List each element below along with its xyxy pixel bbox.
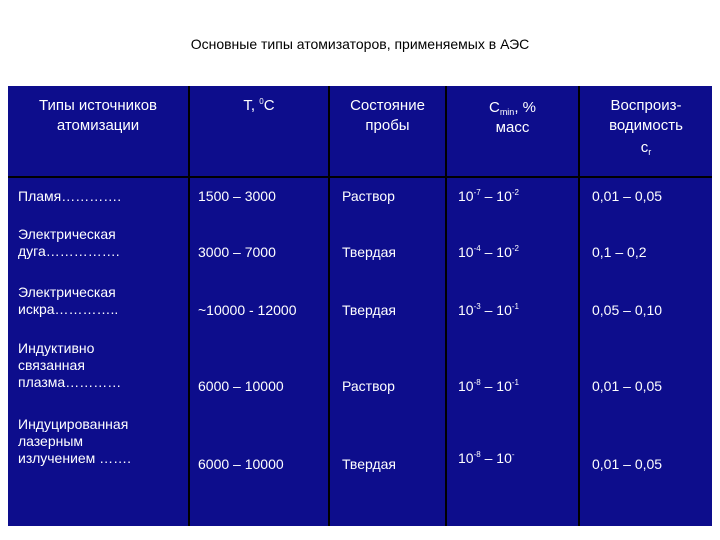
header-repro-sub: r bbox=[648, 147, 652, 157]
row-detection-limit bbox=[458, 378, 576, 395]
header-repro-line2: водимость bbox=[609, 117, 683, 134]
header-cmin-sub: min bbox=[499, 107, 515, 117]
row-temperature: 1500 – 3000 bbox=[198, 188, 276, 204]
row-temperature: 3000 – 7000 bbox=[198, 244, 276, 260]
limit-part: 10 bbox=[496, 244, 512, 260]
row-sample-state: Раствор bbox=[342, 188, 395, 204]
limit-part: – bbox=[480, 188, 497, 204]
column-divider bbox=[188, 86, 190, 526]
exponent: -4 bbox=[473, 244, 481, 253]
row-reproducibility: 0,01 – 0,05 bbox=[592, 188, 663, 204]
row-reproducibility: 0,01 – 0,05 bbox=[592, 456, 663, 472]
header-state-line2: пробы bbox=[365, 117, 410, 134]
exponent: -2 bbox=[511, 244, 519, 253]
row-detection-limit bbox=[458, 302, 576, 319]
limit-part: 10 bbox=[458, 450, 474, 466]
row-detection-limit bbox=[458, 188, 576, 205]
header-temp-label: T, bbox=[243, 97, 260, 114]
row-reproducibility: 0,1 – 0,2 bbox=[592, 244, 647, 260]
header-state-line1: Состояние bbox=[350, 97, 425, 114]
table-panel bbox=[8, 86, 712, 526]
row-detection-limit bbox=[458, 450, 576, 467]
exponent: -3 bbox=[473, 302, 481, 311]
row-detection-limit bbox=[458, 244, 576, 261]
header-cmin-unit: , % bbox=[514, 99, 537, 116]
header-source-line1: Типы источников bbox=[38, 97, 158, 114]
exponent: -1 bbox=[511, 378, 519, 387]
exponent: -7 bbox=[473, 188, 481, 197]
header-detection-limit bbox=[447, 98, 578, 138]
row-sample-state: Твердая bbox=[342, 456, 397, 472]
limit-part: 10 bbox=[496, 450, 512, 466]
limit-part: 10 bbox=[458, 244, 474, 260]
column-divider bbox=[328, 86, 330, 526]
exponent: -2 bbox=[511, 188, 519, 197]
row-source-type: Пламя…………. bbox=[18, 188, 122, 204]
limit-part: 10 bbox=[496, 188, 512, 204]
header-temperature bbox=[190, 96, 328, 116]
exponent: - bbox=[511, 450, 515, 459]
row-temperature: 6000 – 10000 bbox=[198, 378, 284, 394]
header-cmin-line2: масс bbox=[495, 119, 530, 136]
row-source-type: Электрическая искра………….. bbox=[18, 284, 119, 317]
row-source-type: Индуктивно связанная плазма………… bbox=[18, 340, 122, 390]
limit-part: 10 bbox=[458, 188, 474, 204]
header-repro-symbol: c bbox=[640, 139, 649, 156]
limit-part: 10 bbox=[458, 378, 474, 394]
slide-title: Основные типы атомизаторов, применяемых в АЭС bbox=[190, 36, 530, 52]
limit-part: – bbox=[480, 302, 497, 318]
header-cmin-symbol: C bbox=[488, 99, 500, 116]
row-sample-state: Твердая bbox=[342, 302, 397, 318]
header-temp-degree: 0 bbox=[259, 97, 264, 106]
header-reproducibility bbox=[580, 96, 712, 158]
limit-part: 10 bbox=[458, 302, 474, 318]
limit-part: 10 bbox=[496, 302, 512, 318]
row-temperature: ~10000 - 12000 bbox=[198, 302, 297, 318]
header-source-line2: атомизации bbox=[56, 117, 140, 134]
header-divider bbox=[8, 176, 712, 178]
row-temperature: 6000 – 10000 bbox=[198, 456, 284, 472]
row-reproducibility: 0,01 – 0,05 bbox=[592, 378, 663, 394]
row-sample-state: Раствор bbox=[342, 378, 395, 394]
header-temp-unit: C bbox=[263, 97, 275, 114]
exponent: -1 bbox=[511, 302, 519, 311]
header-source-types bbox=[8, 96, 188, 136]
row-source-type: Индуцированная лазерным излучением ……. bbox=[18, 416, 132, 466]
row-sample-state: Твердая bbox=[342, 244, 397, 260]
exponent: -8 bbox=[473, 450, 481, 459]
header-repro-line1: Воспроиз- bbox=[610, 97, 682, 114]
exponent: -8 bbox=[473, 378, 481, 387]
limit-part: – bbox=[480, 450, 497, 466]
column-divider bbox=[445, 86, 447, 526]
row-reproducibility: 0,05 – 0,10 bbox=[592, 302, 663, 318]
row-source-type: Электрическая дуга……………. bbox=[18, 226, 120, 259]
limit-part: – bbox=[480, 378, 497, 394]
header-sample-state bbox=[330, 96, 445, 136]
limit-part: 10 bbox=[496, 378, 512, 394]
limit-part: – bbox=[480, 244, 497, 260]
